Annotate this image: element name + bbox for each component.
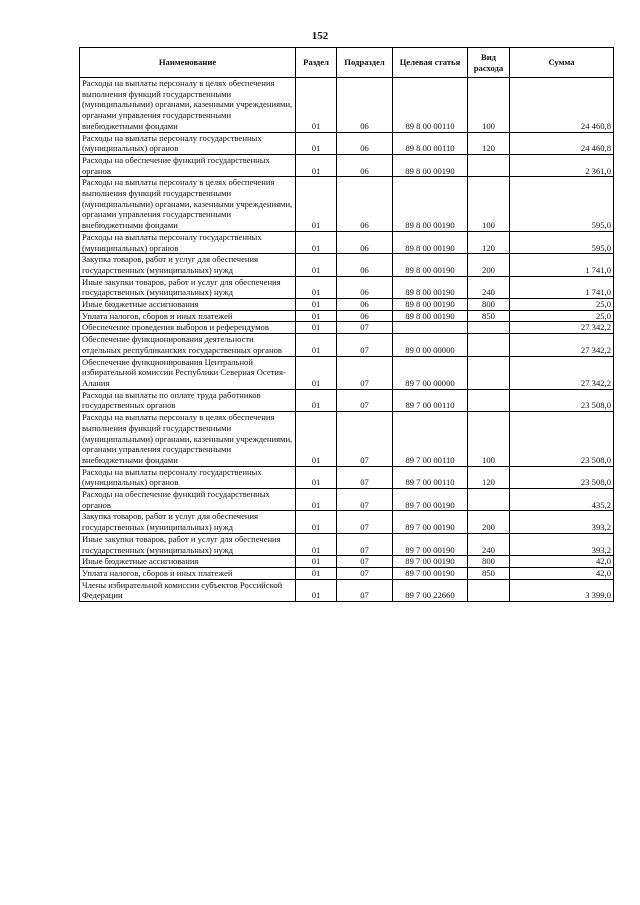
cell-name: Закупка товаров, работ и услуг для обеспечения государственных (муниципальных) нужд	[80, 511, 296, 533]
cell-target-item: 89 8 00 00190	[393, 276, 468, 298]
cell-section: 01	[296, 254, 337, 276]
cell-subsection: 07	[337, 567, 393, 579]
cell-expense-type	[468, 334, 510, 356]
cell-amount: 435,2	[510, 489, 614, 511]
cell-target-item: 89 7 00 00190	[393, 489, 468, 511]
cell-section: 01	[296, 78, 337, 133]
cell-name: Иные бюджетные ассигнования	[80, 556, 296, 568]
cell-name: Закупка товаров, работ и услуг для обеспечения государственных (муниципальных) нужд	[80, 254, 296, 276]
cell-name: Расходы на выплаты персоналу государственных (муниципальных) органов	[80, 466, 296, 488]
table-row	[80, 412, 614, 467]
cell-section: 01	[296, 276, 337, 298]
cell-target-item: 89 0 00 00000	[393, 334, 468, 356]
cell-name: Обеспечение функционирования Центральной избирательной комиссии Республики Северная Осетия-Алания	[80, 356, 296, 389]
cell-name: Расходы на выплаты персоналу в целях обеспечения выполнения функций государственными (муниципальными) органами, казенными учреждениями, органами управления государственными внебюджетными фондами	[80, 78, 296, 133]
cell-subsection: 07	[337, 389, 393, 411]
table-row	[80, 356, 614, 389]
cell-expense-type: 240	[468, 276, 510, 298]
cell-amount: 1 741,0	[510, 254, 614, 276]
cell-expense-type	[468, 322, 510, 334]
table-row	[80, 533, 614, 555]
cell-target-item: 89 7 00 00110	[393, 389, 468, 411]
cell-name: Уплата налогов, сборов и иных платежей	[80, 310, 296, 322]
cell-section: 01	[296, 334, 337, 356]
table-row	[80, 154, 614, 176]
cell-amount: 27 342,2	[510, 356, 614, 389]
table-row	[80, 389, 614, 411]
cell-target-item: 89 8 00 00110	[393, 132, 468, 154]
cell-target-item	[393, 322, 468, 334]
cell-target-item: 89 8 00 00190	[393, 154, 468, 176]
cell-subsection: 07	[337, 334, 393, 356]
cell-expense-type: 100	[468, 177, 510, 232]
cell-section: 01	[296, 177, 337, 232]
cell-section: 01	[296, 533, 337, 555]
table-row	[80, 556, 614, 568]
cell-expense-type	[468, 579, 510, 601]
cell-target-item: 89 7 00 22660	[393, 579, 468, 601]
cell-amount: 27 342,2	[510, 334, 614, 356]
cell-amount: 24 460,8	[510, 78, 614, 133]
cell-name: Обеспечение функционирования деятельности отдельных республиканских государственных органов	[80, 334, 296, 356]
cell-target-item: 89 8 00 00190	[393, 231, 468, 253]
cell-amount: 3 399,0	[510, 579, 614, 601]
cell-subsection: 07	[337, 533, 393, 555]
cell-expense-type	[468, 489, 510, 511]
cell-subsection: 06	[337, 254, 393, 276]
cell-section: 01	[296, 310, 337, 322]
cell-subsection: 07	[337, 579, 393, 601]
cell-expense-type: 240	[468, 533, 510, 555]
cell-section: 01	[296, 511, 337, 533]
cell-subsection: 06	[337, 310, 393, 322]
cell-target-item: 89 8 00 00110	[393, 78, 468, 133]
cell-amount: 595,0	[510, 177, 614, 232]
cell-amount: 27 342,2	[510, 322, 614, 334]
cell-subsection: 06	[337, 78, 393, 133]
cell-subsection: 07	[337, 489, 393, 511]
cell-amount: 25,0	[510, 310, 614, 322]
cell-subsection: 06	[337, 154, 393, 176]
cell-expense-type: 800	[468, 299, 510, 311]
cell-target-item: 89 7 00 00110	[393, 412, 468, 467]
cell-expense-type: 800	[468, 556, 510, 568]
cell-name: Расходы на выплаты персоналу государственных (муниципальных) органов	[80, 132, 296, 154]
cell-target-item: 89 7 00 00190	[393, 567, 468, 579]
table-row	[80, 254, 614, 276]
cell-expense-type: 120	[468, 466, 510, 488]
cell-amount: 42,0	[510, 556, 614, 568]
cell-subsection: 06	[337, 132, 393, 154]
cell-section: 01	[296, 579, 337, 601]
cell-amount: 42,0	[510, 567, 614, 579]
cell-name: Уплата налогов, сборов и иных платежей	[80, 567, 296, 579]
cell-expense-type	[468, 154, 510, 176]
header-expense-type: Вид расхода	[468, 48, 510, 78]
cell-name: Обеспечение проведения выборов и референдумов	[80, 322, 296, 334]
table-row	[80, 511, 614, 533]
cell-target-item: 89 7 00 00190	[393, 533, 468, 555]
cell-name: Иные бюджетные ассигнования	[80, 299, 296, 311]
table-row	[80, 579, 614, 601]
cell-name: Расходы на выплаты персоналу в целях обеспечения выполнения функций государственными (муниципальными) органами, казенными учреждениями, органами управления государственными внебюджетными фондами	[80, 177, 296, 232]
cell-target-item: 89 8 00 00190	[393, 310, 468, 322]
cell-expense-type: 120	[468, 132, 510, 154]
cell-amount: 393,2	[510, 511, 614, 533]
cell-section: 01	[296, 567, 337, 579]
cell-subsection: 06	[337, 177, 393, 232]
cell-name: Расходы на обеспечение функций государственных органов	[80, 154, 296, 176]
table-row	[80, 322, 614, 334]
cell-amount: 2 361,0	[510, 154, 614, 176]
header-subsection: Подраздел	[337, 48, 393, 78]
cell-target-item: 89 7 00 00110	[393, 466, 468, 488]
cell-target-item: 89 7 00 00190	[393, 511, 468, 533]
cell-amount: 1 741,0	[510, 276, 614, 298]
table-row	[80, 334, 614, 356]
cell-subsection: 06	[337, 231, 393, 253]
cell-amount: 23 508,0	[510, 466, 614, 488]
table-row	[80, 78, 614, 133]
cell-target-item: 89 7 00 00190	[393, 556, 468, 568]
cell-section: 01	[296, 299, 337, 311]
cell-name: Расходы на выплаты персоналу в целях обеспечения выполнения функций государственными (муниципальными) органами, казенными учреждениями, органами управления государственными внебюджетными фондами	[80, 412, 296, 467]
cell-subsection: 07	[337, 322, 393, 334]
cell-section: 01	[296, 412, 337, 467]
budget-table	[79, 47, 614, 602]
table-row	[80, 231, 614, 253]
cell-expense-type: 850	[468, 567, 510, 579]
cell-subsection: 06	[337, 276, 393, 298]
cell-amount: 393,2	[510, 533, 614, 555]
cell-section: 01	[296, 489, 337, 511]
cell-name: Расходы на обеспечение функций государственных органов	[80, 489, 296, 511]
cell-amount: 23 508,0	[510, 412, 614, 467]
table-row	[80, 177, 614, 232]
table-row	[80, 276, 614, 298]
cell-name: Иные закупки товаров, работ и услуг для обеспечения государственных (муниципальных) нужд	[80, 533, 296, 555]
cell-section: 01	[296, 466, 337, 488]
cell-section: 01	[296, 154, 337, 176]
cell-section: 01	[296, 356, 337, 389]
table-row	[80, 132, 614, 154]
header-amount: Сумма	[510, 48, 614, 78]
cell-expense-type: 850	[468, 310, 510, 322]
cell-target-item: 89 7 00 00000	[393, 356, 468, 389]
page-number: 152	[311, 30, 329, 42]
table-row	[80, 466, 614, 488]
cell-expense-type: 200	[468, 511, 510, 533]
cell-subsection: 07	[337, 356, 393, 389]
cell-expense-type	[468, 356, 510, 389]
cell-expense-type	[468, 389, 510, 411]
cell-expense-type: 120	[468, 231, 510, 253]
table-row	[80, 310, 614, 322]
header-target-item: Целевая статья	[393, 48, 468, 78]
cell-name: Расходы на выплаты по оплате труда работников государственных органов	[80, 389, 296, 411]
cell-expense-type: 100	[468, 78, 510, 133]
table-row	[80, 489, 614, 511]
cell-subsection: 07	[337, 412, 393, 467]
cell-section: 01	[296, 556, 337, 568]
cell-amount: 24 460,8	[510, 132, 614, 154]
cell-amount: 23 508,0	[510, 389, 614, 411]
cell-amount: 595,0	[510, 231, 614, 253]
cell-name: Иные закупки товаров, работ и услуг для обеспечения государственных (муниципальных) нужд	[80, 276, 296, 298]
table-row	[80, 567, 614, 579]
table-body	[80, 78, 614, 602]
cell-subsection: 07	[337, 511, 393, 533]
cell-section: 01	[296, 389, 337, 411]
cell-target-item: 89 8 00 00190	[393, 177, 468, 232]
header-name: Наименование	[80, 48, 296, 78]
cell-subsection: 07	[337, 556, 393, 568]
cell-name: Члены избирательной комиссии субъектов Российской Федерации	[80, 579, 296, 601]
cell-target-item: 89 8 00 00190	[393, 254, 468, 276]
cell-expense-type: 100	[468, 412, 510, 467]
cell-section: 01	[296, 231, 337, 253]
cell-target-item: 89 8 00 00190	[393, 299, 468, 311]
cell-expense-type: 200	[468, 254, 510, 276]
cell-section: 01	[296, 322, 337, 334]
cell-section: 01	[296, 132, 337, 154]
cell-subsection: 06	[337, 299, 393, 311]
table-row	[80, 299, 614, 311]
table-header-row	[80, 48, 614, 78]
cell-subsection: 07	[337, 466, 393, 488]
header-section: Раздел	[296, 48, 337, 78]
cell-name: Расходы на выплаты персоналу государственных (муниципальных) органов	[80, 231, 296, 253]
cell-amount: 25,0	[510, 299, 614, 311]
